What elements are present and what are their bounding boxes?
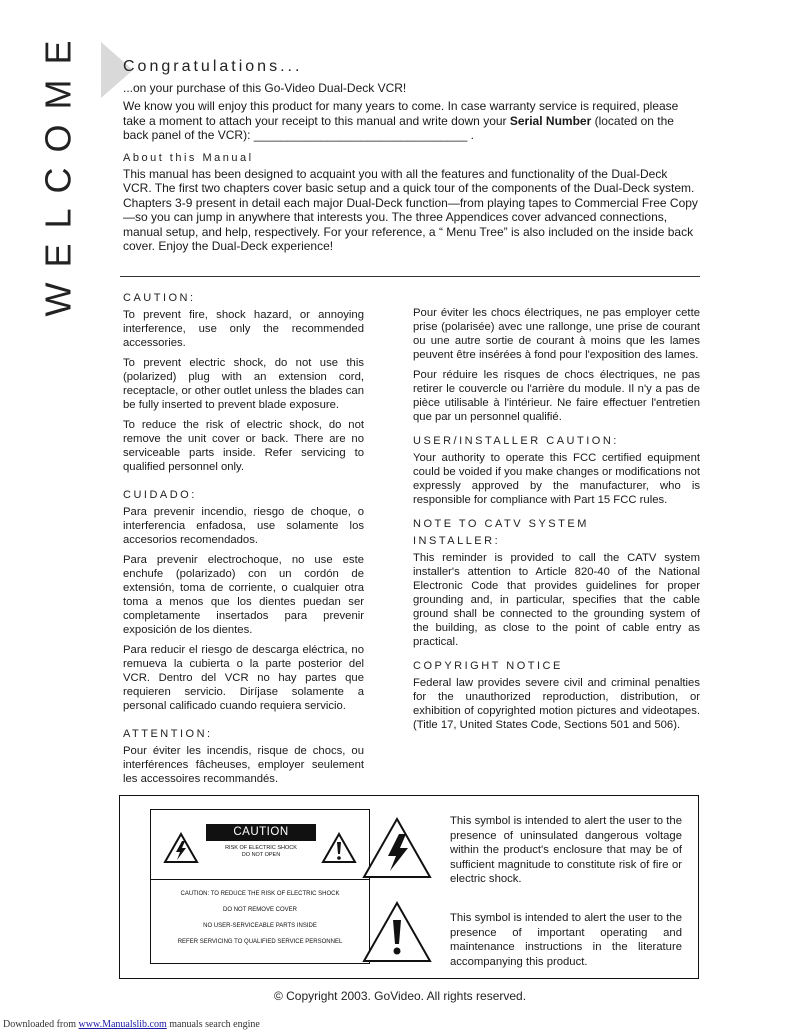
- caution-label: [150, 809, 370, 964]
- risk-line-1: RISK OF ELECTRIC SHOCK: [225, 845, 297, 851]
- cuidado-paragraph-1: Para prevenir incendio, riesgo de choque, o interferencia enfadosa, use solamente los accesorios recomendados.: [123, 506, 364, 546]
- about-heading: About this Manual: [123, 151, 254, 164]
- installer-heading: USER/INSTALLER CAUTION:: [413, 435, 619, 447]
- serial-number-label: Serial Number: [509, 113, 592, 128]
- purchase-line: ...on your purchase of this Go-Video Dual-Deck VCR!: [123, 81, 407, 95]
- cuidado-heading: CUIDADO:: [123, 489, 197, 501]
- catv-heading-line-2: INSTALLER:: [413, 535, 501, 547]
- footer-copyright: © Copyright 2003. GoVideo. All rights reserved.: [273, 989, 527, 1003]
- attention-paragraph-1: Pour éviter les incendis, risque de chocs, ou interférences fâcheuses, employer seulement les accessoires recommandés.: [123, 745, 364, 785]
- exclamation-symbol-text: This symbol is intended to alert the user to the presence of important operating and maintenance instructions in the literature accompanying this product.: [450, 912, 682, 968]
- download-notice: [3, 1019, 260, 1030]
- attention-paragraph-3: Pour réduire les risques de chocs électriques, ne pas retirer le couvercle ou l'arrière du module. Il n'y a pas de pièce utilisable à l'intérieur. Ne faire effectuer l'entretien que par un personnel qualifié.: [413, 369, 700, 423]
- left-column: [123, 291, 364, 792]
- warranty-paragraph: [123, 99, 698, 142]
- caution-label-top: [151, 810, 369, 880]
- exclamation-warning-icon: [321, 832, 357, 864]
- lightning-warning-icon: [361, 816, 433, 880]
- copyright-heading: COPYRIGHT NOTICE: [413, 660, 563, 672]
- installer-paragraph: Your authority to operate this FCC certified equipment could be voided if you make changes or modifications not expressly approved by the manufacturer, who is responsible for compliance with Part 15 FCC rules.: [413, 452, 700, 506]
- download-prefix: Downloaded from: [3, 1019, 79, 1030]
- copyright-paragraph: Federal law provides severe civil and criminal penalties for the unauthorized reproduction, distribution, or exhibition of copyrighted motion pictures and videotapes. (Title 17, United States Code, Sections 501 and 506).: [413, 677, 700, 731]
- risk-line-2: DO NOT OPEN: [241, 852, 281, 858]
- side-title: [37, 25, 79, 317]
- label-line-4: REFER SERVICING TO QUALIFIED SERVICE PERSONNEL: [177, 939, 343, 945]
- label-line-2: DO NOT REMOVE COVER: [223, 907, 297, 913]
- right-column: [413, 306, 700, 738]
- page-title: Congratulations...: [123, 58, 303, 75]
- label-line-1: CAUTION: TO REDUCE THE RISK OF ELECTRIC SHOCK: [180, 891, 340, 897]
- caution-label-risk: [209, 845, 313, 859]
- about-paragraph: This manual has been designed to acquaint you with all the features and functionality of the Dual-Deck VCR. The first two chapters cover basic setup and a quick tour of the components of the Dual-Deck system. Chapters 3-9 present in detail each major Dual-Deck function—from playing tapes to Commercial Free Copy—so you can jump in anywhere that interests you. The three Appendices cover advanced connections, manual setup, and help, respectively. For your reference, a “ Menu Tree” is also included on the inside back cover. Enjoy the Dual-Deck experience!: [123, 167, 698, 254]
- cuidado-paragraph-2: Para prevenir electrochoque, no use este enchufe (polarizado) con un cordón de extensión, toma de corriente, o cualquier otra toma a menos que los dientes puedan ser completamente insertados para prevenir exposición de los dientes.: [123, 554, 364, 636]
- catv-heading-line-1: NOTE TO CATV SYSTEM: [413, 518, 589, 530]
- warranty-post: (located on the back panel of the VCR): ________________________________ .: [123, 113, 674, 143]
- caution-label-bottom: [151, 890, 369, 954]
- caution-label-title: CAUTION: [206, 824, 316, 841]
- label-line-3: NO USER-SERVICEABLE PARTS INSIDE: [203, 923, 317, 929]
- caution-paragraph-2: To prevent electric shock, do not use this (polarized) plug with an extension cord, receptacle, or other outlet unless the blades can be fully inserted to prevent blade exposure.: [123, 357, 364, 411]
- lightning-symbol-text: This symbol is intended to alert the user to the presence of uninsulated dangerous voltage within the product's enclosure that may be of sufficient magnitude to constitute risk of fire or electric shock.: [450, 815, 682, 885]
- manualslib-link[interactable]: www.Manualslib.com: [78, 1019, 167, 1030]
- cuidado-paragraph-3: Para reducir el riesgo de descarga eléctrica, no remueva la cubierta o la parte posterior del VCR. Dentro del VCR no hay partes que requieren servicio. Diríjase solamente a personal calificado cuando requiera servicio.: [123, 644, 364, 712]
- catv-paragraph: This reminder is provided to call the CATV system installer's attention to Article 820-40 of the National Electronic Code that provides guidelines for proper grounding and, in particular, specifies that the cable ground shall be connected to the grounding system of the building, as close to the point of cable entry as practical.: [413, 552, 700, 648]
- safety-symbols-box: [119, 795, 699, 979]
- attention-heading: ATTENTION:: [123, 728, 213, 740]
- attention-paragraph-2: Pour éviter les chocs électriques, ne pas employer cette prise (polarisée) avec une rallonge, une prise de courant ou une autre sortie de courant à moins que les lames peuvent être insérées à fond pour l'exposition des lames.: [413, 307, 700, 361]
- download-suffix: manuals search engine: [166, 1019, 260, 1030]
- caution-paragraph-3: To reduce the risk of electric shock, do not remove the unit cover or back. There are no serviceable parts inside. Refer servicing to qualified personnel only.: [123, 419, 364, 473]
- warranty-pre: We know you will enjoy this product for many years to come. In case warranty service is required, please take a moment to attach your receipt to this manual and write down your: [123, 99, 679, 128]
- lightning-warning-icon: [163, 832, 199, 864]
- caution-paragraph-1: To prevent fire, shock hazard, or annoying interference, use only the recommended accessories.: [123, 309, 364, 349]
- caution-heading: CAUTION:: [123, 292, 196, 304]
- intro-section: [123, 81, 698, 257]
- section-divider: [120, 276, 700, 277]
- side-title-text: WELCOME: [37, 25, 79, 317]
- exclamation-warning-icon: [361, 900, 433, 964]
